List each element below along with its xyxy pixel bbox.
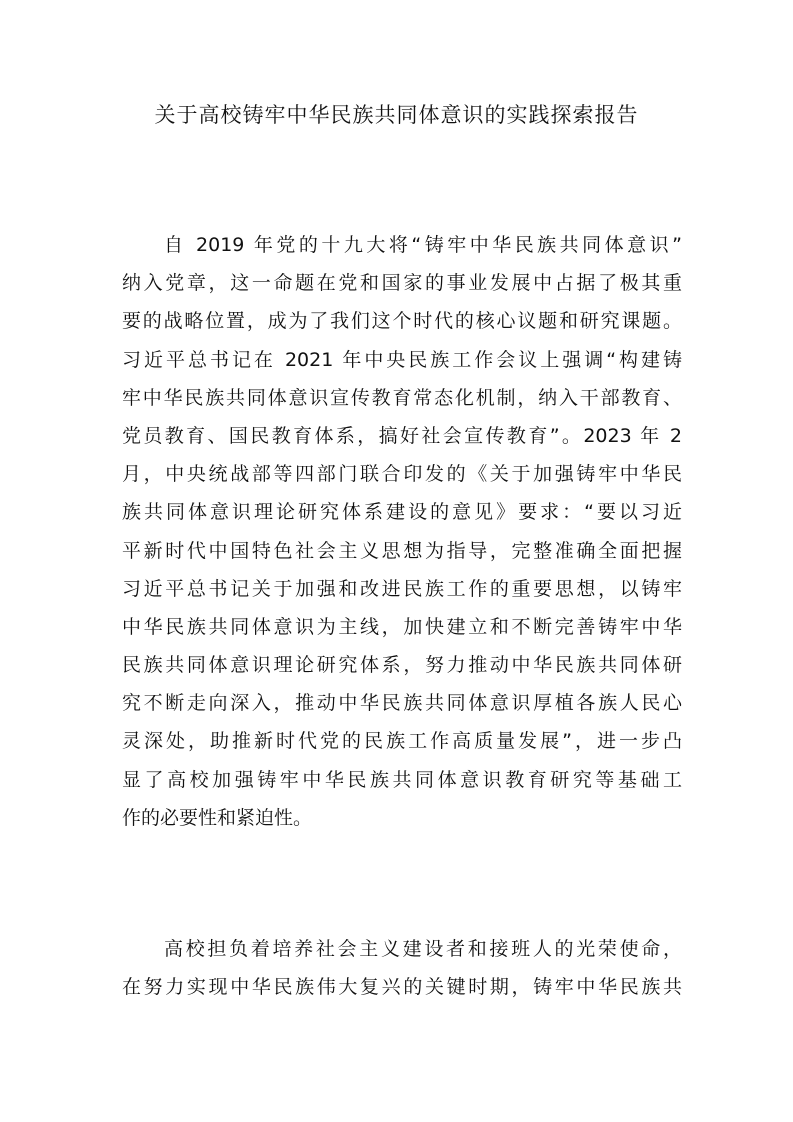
- paragraph-line: 族共同体意识理论研究体系建设的意见》要求：“要以习近: [122, 501, 682, 524]
- document-title: 关于高校铸牢中华民族共同体意识的实践探索报告: [154, 103, 639, 127]
- body-paragraph-1: [122, 226, 682, 837]
- paragraph-line: 习近平总书记关于加强和改进民族工作的重要思想，以铸牢: [122, 577, 682, 600]
- paragraph-line: 民族共同体意识理论研究体系，努力推动中华民族共同体研: [122, 654, 682, 677]
- paragraph-line: 作的必要性和紧迫性。: [122, 806, 313, 829]
- paragraph-line: 高校担负着培养社会主义建设者和接班人的光荣使命，: [164, 938, 682, 960]
- paragraph-line: 显了高校加强铸牢中华民族共同体意识教育研究等基础工: [122, 768, 682, 791]
- paragraph-line: 要的战略位置，成为了我们这个时代的核心议题和研究课题。: [122, 310, 682, 333]
- paragraph-line: 纳入党章，这一命题在党和国家的事业发展中占据了极其重: [122, 272, 682, 295]
- paragraph-line: 究不断走向深入，推动中华民族共同体意识厚植各族人民心: [122, 692, 682, 715]
- paragraph-line: 平新时代中国特色社会主义思想为指导，完整准确全面把握: [122, 539, 682, 562]
- paragraph-line: 中华民族共同体意识为主线，加快建立和不断完善铸牢中华: [122, 615, 682, 638]
- paragraph-line: 牢中华民族共同体意识宣传教育常态化机制，纳入干部教育、: [122, 386, 682, 409]
- paragraph-line: 自 2019 年党的十九大将“铸牢中华民族共同体意识”: [164, 234, 682, 256]
- body-paragraph-2: [122, 930, 682, 1006]
- paragraph-line: 在努力实现中华民族伟大复兴的关键时期，铸牢中华民族共: [122, 976, 682, 999]
- paragraph-line: 灵深处，助推新时代党的民族工作高质量发展”，进一步凸: [122, 730, 682, 753]
- paragraph-line: 党员教育、国民教育体系，搞好社会宣传教育”。2023 年 2: [122, 424, 682, 447]
- paragraph-line: 习近平总书记在 2021 年中央民族工作会议上强调“构建铸: [122, 348, 682, 371]
- paragraph-line: 月，中央统战部等四部门联合印发的《关于加强铸牢中华民: [122, 463, 682, 486]
